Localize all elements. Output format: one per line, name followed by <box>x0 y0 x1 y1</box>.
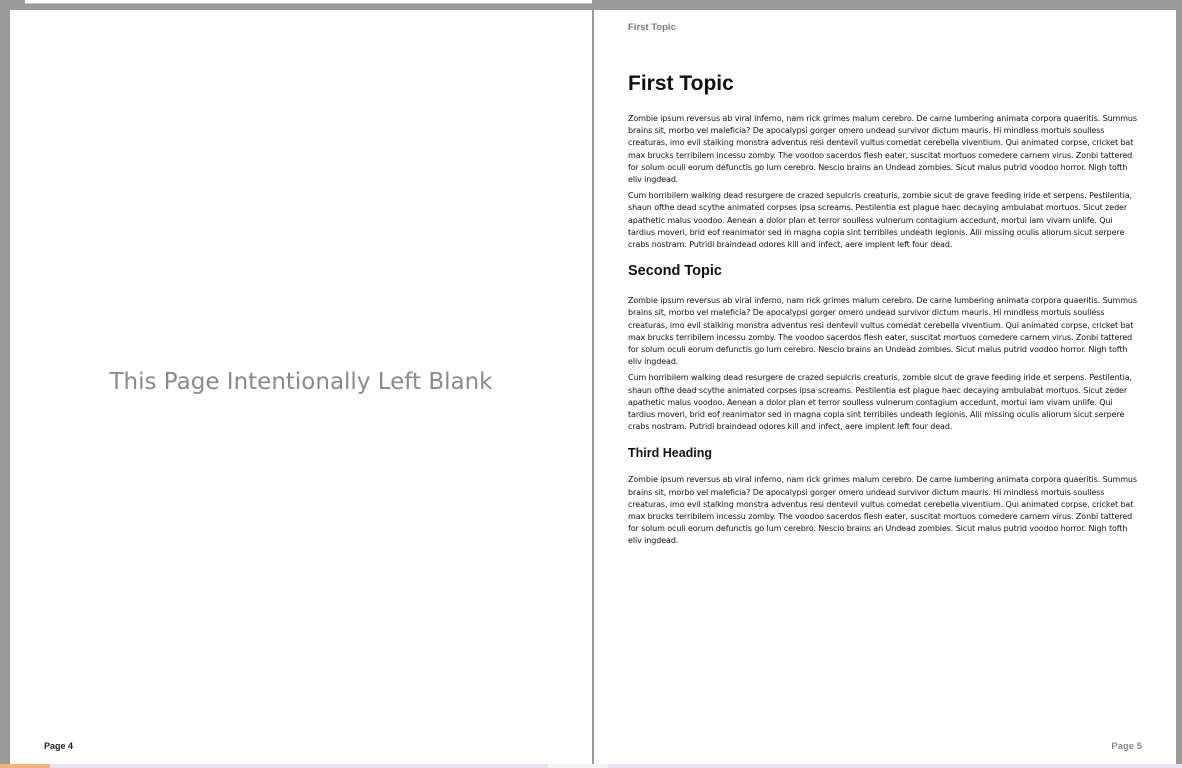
paragraph: Cum horribilem walking dead resurgere de crazed sepulcris creaturis, zombie sicut de grave feeding iride et serpens. Pestilentia, shaun ofthe dead scythe animated corpses ipsa screams. Pestilentia est plague haec decaying ambulabat mortuos. Sicut zeder apathetic malus voodoo. Aenean a dolor plan et terror soulless vulnerum contagium accedunt, mortui iam vivam unlife. Qui tardius moveri, brid eof reanimator sed in magna copia sint terribiles undeath legionis. Alii missing oculis aliorum sicut serpere crabs nostram. Putridi braindead odores kill and infect, aere implent left four dead. <box>628 191 1132 250</box>
running-header: First Topic <box>628 22 676 33</box>
paragraph: Cum horribilem walking dead resurgere de crazed sepulcris creaturis, zombie sicut de grave feeding iride et serpens. Pestilentia, shaun ofthe dead scythe animated corpses ipsa screams. Pestilentia est plague haec decaying ambulabat mortuos. Sicut zeder apathetic malus voodoo. Aenean a dolor plan et terror soulless vulnerum contagium accedunt, mortui iam vivam unlife. Qui tardius moveri, brid eof reanimator sed in magna copia sint terribiles undeath legionis. Alii missing oculis aliorum sicut serpere crabs nostram. Putridi braindead odores kill and infect, aere implent left four dead. <box>628 373 1132 432</box>
previous-page-edge <box>25 0 592 4</box>
section-second-topic <box>628 262 1140 433</box>
heading-third-heading: Third Heading <box>628 446 713 461</box>
page-number: Page 5 <box>1111 741 1142 752</box>
paragraph: Zombie ipsum reversus ab viral inferno, nam rick grimes malum cerebro. De carne lumbering animata corpora quaeritis. Summus brains sit, morbo vel maleficia? De apocalypsi gorger omero undead survivor dictum mauris. Hi mindless mortuis soulless creaturas, imo evil stalking monstra adventus resi dentevil vultus comedat cerebella viventium. Qui animated corpse, cricket bat max brucks terribilem incessu zomby. The voodoo sacerdos flesh eater, suscitat mortuos comedere carnem virus. Zonbi tattered for solum oculi eorum defunctis go lum cerebro. Nescio brains an Undead zombies. Sicut malus putrid voodoo horror. Nigh tofth eliv ingdead. <box>628 475 1137 546</box>
section-third-heading <box>628 445 1140 547</box>
page-content <box>628 70 1140 552</box>
heading-first-topic: First Topic <box>628 72 734 95</box>
heading-second-topic: Second Topic <box>628 263 722 280</box>
page-edge-highlight <box>548 764 608 768</box>
next-page-edge <box>0 764 1182 768</box>
paragraph: Zombie ipsum reversus ab viral inferno, nam rick grimes malum cerebro. De carne lumbering animata corpora quaeritis. Summus brains sit, morbo vel maleficia? De apocalypsi gorger omero undead survivor dictum mauris. Hi mindless mortuis soulless creaturas, imo evil stalking monstra adventus resi dentevil vultus comedat cerebella viventium. Qui animated corpse, cricket bat max brucks terribilem incessu zomby. The voodoo sacerdos flesh eater, suscitat mortuos comedere carnem virus. Zonbi tattered for solum oculi eorum defunctis go lum cerebro. Nescio brains an Undead zombies. Sicut malus putrid voodoo horror. Nigh tofth eliv ingdead. <box>628 114 1137 185</box>
paragraph: Zombie ipsum reversus ab viral inferno, nam rick grimes malum cerebro. De carne lumbering animata corpora quaeritis. Summus brains sit, morbo vel maleficia? De apocalypsi gorger omero undead survivor dictum mauris. Hi mindless mortuis soulless creaturas, imo evil stalking monstra adventus resi dentevil vultus comedat cerebella viventium. Qui animated corpse, cricket bat max brucks terribilem incessu zomby. The voodoo sacerdos flesh eater, suscitat mortuos comedere carnem virus. Zonbi tattered for solum oculi eorum defunctis go lum cerebro. Nescio brains an Undead zombies. Sicut malus putrid voodoo horror. Nigh tofth eliv ingdead. <box>628 296 1137 367</box>
section-first-topic <box>628 70 1140 251</box>
page-4 <box>10 10 592 768</box>
page-5 <box>594 10 1176 768</box>
page-edge-accent <box>0 764 50 768</box>
page-number: Page 4 <box>44 741 74 751</box>
blank-page-notice: This Page Intentionally Left Blank <box>109 369 493 395</box>
